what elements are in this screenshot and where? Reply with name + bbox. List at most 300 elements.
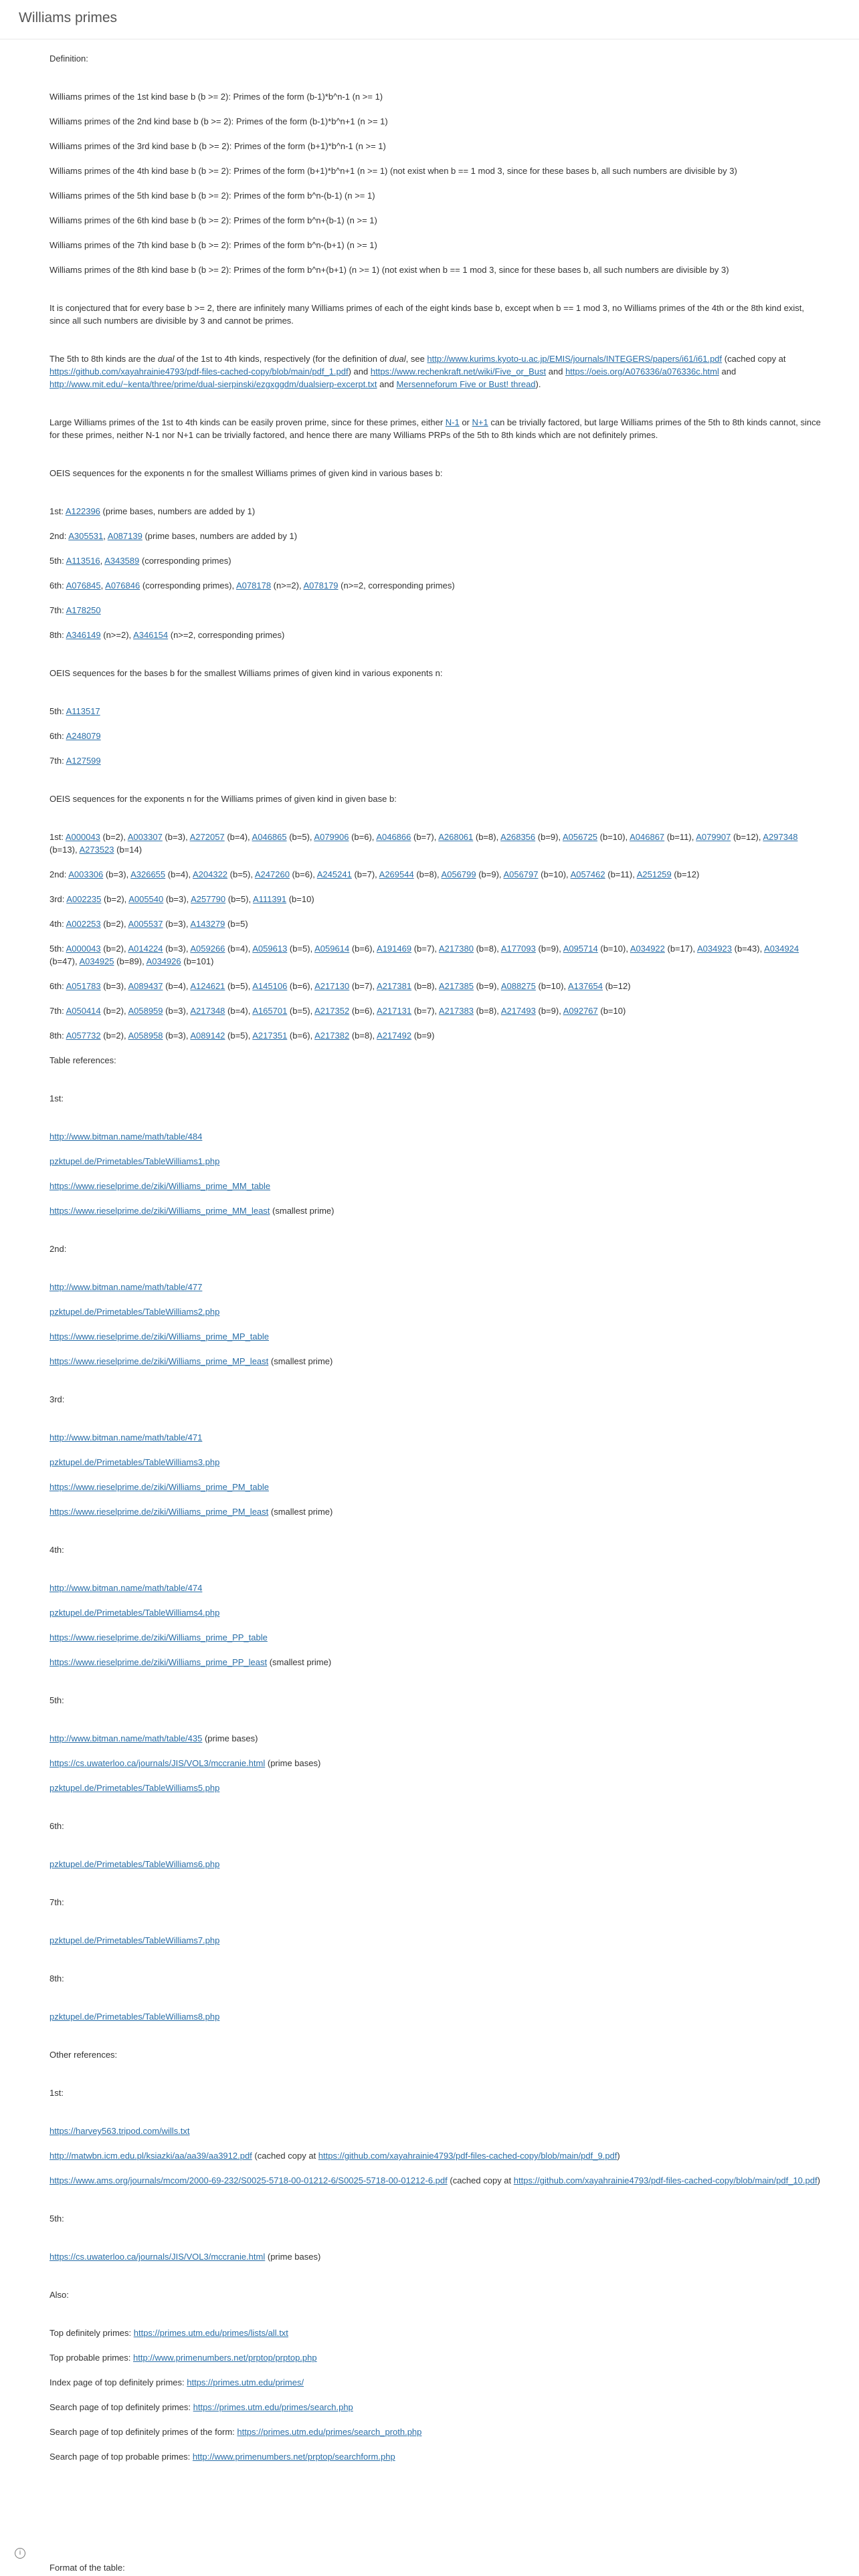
text: (b=8),: [349, 1031, 377, 1041]
other-refs-groups: [50, 2086, 826, 2288]
reference-link[interactable]: pzktupel.de/Primetables/TableWilliams7.php: [50, 1935, 220, 1945]
reference-link[interactable]: A034924: [764, 944, 799, 954]
list-item: [50, 2450, 826, 2463]
text: (b=17),: [664, 944, 697, 954]
reference-link[interactable]: http://www.bitman.name/math/table/471: [50, 1432, 203, 1442]
list-item: [50, 2149, 826, 2162]
text: ) and: [348, 366, 371, 377]
reference-link[interactable]: A257790: [191, 894, 226, 904]
text: 7th:: [50, 605, 66, 615]
reference-link[interactable]: A056725: [562, 832, 598, 842]
group-title: 3rd:: [50, 1394, 65, 1404]
dual-paragraph: [50, 352, 826, 391]
reference-link[interactable]: A092767: [563, 1006, 598, 1016]
text: ): [617, 2151, 620, 2161]
text: 5th:: [50, 706, 66, 716]
text: (b=9),: [535, 1006, 563, 1016]
reference-link[interactable]: https://primes.utm.edu/primes/search.php: [193, 2402, 353, 2412]
text: (n>=2),: [100, 630, 134, 640]
reference-link[interactable]: A217131: [377, 1006, 412, 1016]
text: (b=5),: [225, 894, 253, 904]
reference-link[interactable]: A046866: [376, 832, 411, 842]
list-item: [50, 754, 826, 767]
reference-link[interactable]: A005540: [128, 894, 164, 904]
reference-link[interactable]: A034923: [696, 944, 733, 954]
text: and: [546, 366, 566, 377]
text: (b=6),: [289, 869, 317, 879]
reference-link[interactable]: pzktupel.de/Primetables/TableWilliams8.php: [50, 2012, 220, 2022]
text: (corresponding primes),: [140, 580, 236, 591]
list-item: [50, 1155, 826, 1168]
reference-link[interactable]: A165701: [252, 1006, 288, 1016]
text: (b=6),: [287, 981, 315, 991]
cached-copy-link[interactable]: https://github.com/xayahrainie4793/pdf-files-cached-copy/blob/main/pdf_1.pdf: [50, 366, 349, 377]
text: 6th:: [50, 731, 66, 741]
table-refs-groups: [50, 1092, 826, 2048]
reference-link[interactable]: A247260: [254, 869, 290, 879]
reference-link[interactable]: A079906: [314, 832, 349, 842]
reference-link[interactable]: A058959: [128, 1006, 163, 1016]
text: (b=7),: [351, 869, 379, 879]
list-item: [50, 505, 826, 518]
text: (prime bases): [265, 1758, 321, 1768]
reference-link[interactable]: https://www.rieselprime.de/ziki/Williams_prime_MM_table: [50, 1181, 271, 1191]
group-title: 6th:: [50, 1821, 64, 1831]
reference-link[interactable]: A076845: [66, 580, 101, 591]
reference-link[interactable]: https://www.rieselprime.de/ziki/Williams_prime_MP_table: [50, 1331, 269, 1341]
list-item: [50, 2426, 826, 2438]
list-item: [50, 2351, 826, 2364]
text: (b=8),: [473, 832, 501, 842]
reference-link[interactable]: pzktupel.de/Primetables/TableWilliams3.php: [50, 1457, 220, 1467]
text: (cached copy at: [722, 354, 786, 364]
text: 4th:: [50, 919, 66, 929]
text: (b=10): [597, 1006, 626, 1016]
reference-link[interactable]: A204322: [192, 869, 228, 879]
reference-link[interactable]: https://primes.utm.edu/primes/: [187, 2377, 304, 2387]
text: (b=4),: [225, 944, 253, 954]
text: ,: [100, 580, 106, 591]
reference-link[interactable]: https://www.rieselprime.de/ziki/Williams_prime_PM_least: [50, 1507, 269, 1517]
text: 6th:: [50, 580, 66, 591]
list-item: [50, 1631, 826, 1644]
text: (prime bases, numbers are added by 1): [100, 506, 256, 516]
group-title: 7th:: [50, 1897, 64, 1907]
list-item: [50, 1757, 826, 1769]
reference-link[interactable]: A034925: [79, 956, 114, 966]
reference-link[interactable]: A178250: [66, 605, 101, 615]
text: (b=5),: [286, 832, 314, 842]
reference-link[interactable]: A079907: [696, 832, 731, 842]
text: (b=10),: [538, 869, 571, 879]
text: (b=6),: [349, 944, 377, 954]
text: (b=3),: [163, 1006, 191, 1016]
text: (b=7),: [349, 981, 377, 991]
text: (prime bases): [202, 1733, 258, 1743]
definition-heading: Definition:: [50, 53, 88, 64]
list-item: [50, 1204, 826, 1217]
reference-link[interactable]: A245241: [316, 869, 352, 879]
list-item: [50, 2401, 826, 2413]
reference-link[interactable]: pzktupel.de/Primetables/TableWilliams1.php: [50, 1156, 220, 1166]
reference-link[interactable]: A273523: [79, 845, 114, 855]
text: (b=8),: [473, 1006, 501, 1016]
definition-line: Williams primes of the 5th kind base b (b >= 2): Primes of the form b^n-(b-1) (n >= 1): [50, 191, 375, 201]
text: 5th:: [50, 556, 66, 566]
reference-link[interactable]: A251259: [636, 869, 672, 879]
list-item: [50, 2125, 826, 2137]
text: (b=3),: [103, 869, 131, 879]
reference-link[interactable]: https://www.rieselprime.de/ziki/Williams_prime_PM_table: [50, 1482, 269, 1492]
reference-link[interactable]: A326655: [130, 869, 166, 879]
text: 7th:: [50, 756, 66, 766]
text: (b=10),: [535, 981, 568, 991]
text: 3rd:: [50, 894, 67, 904]
list-item: [50, 1004, 826, 1017]
text: 2nd:: [50, 531, 69, 541]
text: (cached copy at: [447, 2175, 514, 2185]
reference-link[interactable]: A003307: [127, 832, 163, 842]
list-item: [50, 1355, 826, 1368]
text: (b=10): [286, 894, 314, 904]
list-item: [50, 942, 826, 968]
definition-line: Williams primes of the 6th kind base b (b >= 2): Primes of the form b^n+(b-1) (n >= 1): [50, 215, 377, 225]
text: (b=8),: [411, 981, 439, 991]
definition-line: Williams primes of the 7th kind base b (b >= 2): Primes of the form b^n-(b+1) (n >= 1): [50, 240, 377, 250]
text: ,: [103, 531, 108, 541]
text: (smallest prime): [268, 1356, 333, 1366]
text: (b=7),: [411, 944, 439, 954]
reference-link[interactable]: A002235: [66, 894, 102, 904]
text: (b=3),: [163, 919, 191, 929]
reference-link[interactable]: A088275: [500, 981, 536, 991]
reference-link[interactable]: A051783: [66, 981, 101, 991]
reference-link[interactable]: A046867: [630, 832, 665, 842]
reference-link[interactable]: A143279: [190, 919, 225, 929]
text: (b=13),: [50, 845, 80, 855]
text: (n>=2, corresponding primes): [338, 580, 455, 591]
text: 8th:: [50, 1031, 66, 1041]
reference-link[interactable]: http://www.primenumbers.net/prptop/searchform.php: [192, 2452, 395, 2462]
group-title: 8th:: [50, 1973, 64, 1983]
text: (smallest prime): [268, 1507, 333, 1517]
reference-link[interactable]: A268061: [438, 832, 474, 842]
text: 2nd:: [50, 869, 69, 879]
text: (n>=2, corresponding primes): [168, 630, 285, 640]
list-item: [50, 705, 826, 718]
reference-link[interactable]: A089142: [190, 1031, 225, 1041]
text: (b=9),: [535, 944, 563, 954]
reference-link[interactable]: A111391: [252, 894, 287, 904]
reference-link[interactable]: A000043: [65, 832, 100, 842]
reference-link[interactable]: A217493: [500, 1006, 536, 1016]
list-item: [50, 1606, 826, 1619]
reference-link[interactable]: A177093: [500, 944, 536, 954]
list-item: [50, 1732, 826, 1745]
reference-link[interactable]: A014224: [128, 944, 163, 954]
reference-link[interactable]: A217351: [252, 1031, 288, 1041]
list-item: [50, 1130, 826, 1143]
reference-link[interactable]: A050414: [66, 1006, 101, 1016]
reference-link[interactable]: A217130: [314, 981, 350, 991]
reference-link[interactable]: http://www.bitman.name/math/table/484: [50, 1132, 203, 1142]
text: (b=9),: [535, 832, 563, 842]
text: (b=2),: [100, 1006, 128, 1016]
n-plus-1-link[interactable]: N+1: [472, 417, 488, 427]
reference-link[interactable]: A248079: [66, 731, 101, 741]
mit-link[interactable]: http://www.mit.edu/~kenta/three/prime/dual-sierpinski/ezgxggdm/dualsierp-excerpt.txt: [50, 379, 377, 389]
list-item: [50, 2174, 826, 2187]
reference-link[interactable]: A076846: [105, 580, 140, 591]
text: or: [459, 417, 472, 427]
oeis-exponents-list: [50, 505, 826, 641]
text: (b=6),: [349, 832, 377, 842]
text: Top definitely primes:: [50, 2328, 134, 2338]
reference-link[interactable]: https://github.com/xayahrainie4793/pdf-files-cached-copy/blob/main/pdf_10.pdf: [513, 2175, 818, 2185]
text: The 5th to 8th kinds are the: [50, 354, 158, 364]
reference-link[interactable]: A000043: [66, 944, 101, 954]
list-item: [50, 1858, 826, 1870]
reference-link[interactable]: A003306: [68, 869, 104, 879]
text: (b=5),: [287, 1006, 315, 1016]
info-icon[interactable]: i: [15, 2548, 25, 2559]
reference-link[interactable]: A346154: [133, 630, 169, 640]
reference-link[interactable]: A113516: [66, 556, 100, 566]
text: (b=2),: [100, 919, 128, 929]
reference-link[interactable]: A217385: [438, 981, 474, 991]
reference-link[interactable]: pzktupel.de/Primetables/TableWilliams2.php: [50, 1307, 220, 1317]
reference-link[interactable]: A191469: [377, 944, 412, 954]
reference-link[interactable]: https://www.rieselprime.de/ziki/Williams_prime_MP_least: [50, 1356, 269, 1366]
text: (b=2),: [101, 894, 129, 904]
list-item: [50, 1481, 826, 1493]
list-item: [50, 980, 826, 992]
reference-link[interactable]: A145106: [252, 981, 288, 991]
reference-link[interactable]: A057732: [66, 1031, 101, 1041]
group-title: 1st:: [50, 2088, 64, 2098]
reference-link[interactable]: A059614: [314, 944, 350, 954]
reference-link[interactable]: A343589: [104, 556, 140, 566]
emphasis: dual: [157, 354, 175, 364]
text: (b=5),: [227, 869, 255, 879]
reference-link[interactable]: A305531: [68, 531, 104, 541]
text: 8th:: [50, 630, 66, 640]
text: (b=6),: [287, 1031, 315, 1041]
reference-link[interactable]: A046865: [252, 832, 287, 842]
reference-link[interactable]: https://primes.utm.edu/primes/lists/all.txt: [133, 2328, 288, 2338]
reference-link[interactable]: http://www.bitman.name/math/table/474: [50, 1583, 203, 1593]
reference-link[interactable]: https://www.rieselprime.de/ziki/Williams_prime_MM_least: [50, 1206, 270, 1216]
text: (b=5),: [225, 981, 253, 991]
reference-link[interactable]: A297348: [763, 832, 798, 842]
definition-line: Williams primes of the 3rd kind base b (b >= 2): Primes of the form (b+1)*b^n-1 (n >= 1): [50, 141, 386, 151]
text: (b=43),: [732, 944, 765, 954]
reference-link[interactable]: A217382: [314, 1031, 350, 1041]
reference-link[interactable]: A124621: [190, 981, 225, 991]
text: (b=3),: [163, 944, 191, 954]
oeis-link[interactable]: https://oeis.org/A076336/a076336c.html: [565, 366, 719, 377]
reference-link[interactable]: http://www.bitman.name/math/table/477: [50, 1282, 203, 1292]
group-title: 2nd:: [50, 1244, 67, 1254]
list-item: [50, 1431, 826, 1444]
reference-link[interactable]: A269544: [379, 869, 414, 879]
list-item: [50, 1305, 826, 1318]
reference-link[interactable]: A078178: [236, 580, 272, 591]
also-list: [50, 2327, 826, 2463]
reference-link[interactable]: A217348: [190, 1006, 225, 1016]
list-item: [50, 629, 826, 641]
list-item: [50, 1656, 826, 1669]
text: (b=3),: [162, 832, 190, 842]
reference-link[interactable]: A217352: [314, 1006, 350, 1016]
text: (b=89),: [114, 956, 147, 966]
reference-link[interactable]: A034926: [146, 956, 181, 966]
list-item: [50, 868, 826, 881]
reference-link[interactable]: A137654: [567, 981, 603, 991]
reference-link[interactable]: A089437: [128, 981, 163, 991]
text: (b=2),: [100, 832, 128, 842]
reference-link[interactable]: A087139: [107, 531, 142, 541]
text: (cached copy at: [252, 2151, 318, 2161]
reference-link[interactable]: https://cs.uwaterloo.ca/journals/JIS/VOL3/mccranie.html: [50, 2252, 266, 2262]
reference-link[interactable]: A217383: [438, 1006, 474, 1016]
text: (corresponding primes): [139, 556, 231, 566]
text: (b=5),: [225, 1031, 253, 1041]
list-item: [50, 1330, 826, 1343]
text: (b=12): [603, 981, 631, 991]
text: of the 1st to 4th kinds, respectively (for the definition of: [174, 354, 390, 364]
reference-link[interactable]: https://www.rieselprime.de/ziki/Williams_prime_PP_least: [50, 1657, 268, 1667]
list-item: [50, 1180, 826, 1192]
list-item: [50, 831, 826, 856]
oeis-exponents-heading: OEIS sequences for the exponents n for the smallest Williams primes of given kind in various bases b:: [50, 468, 443, 478]
reference-link[interactable]: https://harvey563.tripod.com/wills.txt: [50, 2126, 190, 2136]
text: (b=47),: [50, 956, 80, 966]
reference-link[interactable]: http://www.primenumbers.net/prptop/prptop.php: [133, 2353, 317, 2363]
reference-link[interactable]: A217380: [438, 944, 474, 954]
text: Search page of top probable primes:: [50, 2452, 193, 2462]
oeis-given-base-heading: OEIS sequences for the exponents n for the Williams primes of given kind in given base b:: [50, 794, 397, 804]
text: (prime bases, numbers are added by 1): [142, 531, 298, 541]
reference-link[interactable]: A005537: [128, 919, 163, 929]
reference-link[interactable]: pzktupel.de/Primetables/TableWilliams4.php: [50, 1608, 220, 1618]
page-content: [50, 52, 826, 2488]
text: (b=6),: [349, 1006, 377, 1016]
conjecture-paragraph: It is conjectured that for every base b >= 2, there are infinitely many Williams primes of each of the eight kinds base b, except when b == 1 mod 3, no Williams primes of the 4th or the 8th kind exist, since all such numbers are divisible by 3 and cannot be primes.: [50, 303, 804, 326]
top-bar: [0, 0, 859, 39]
reference-link[interactable]: A056799: [441, 869, 476, 879]
reference-link[interactable]: A268356: [500, 832, 536, 842]
group-title: 4th:: [50, 1545, 64, 1555]
text: (b=4),: [163, 981, 191, 991]
reference-link[interactable]: A056797: [503, 869, 539, 879]
text: (b=11),: [605, 869, 637, 879]
text: ).: [535, 379, 541, 389]
text: (b=2),: [100, 1031, 128, 1041]
reference-link[interactable]: A058958: [128, 1031, 163, 1041]
text: (prime bases): [265, 2252, 321, 2262]
format-heading: Format of the table:: [50, 2563, 125, 2573]
oeis-given-base-list: [50, 831, 826, 1042]
list-item: [50, 1029, 826, 1042]
reference-link[interactable]: A113517: [66, 706, 100, 716]
reference-link[interactable]: A217381: [377, 981, 412, 991]
text: (b=4),: [225, 1006, 253, 1016]
list-item: [50, 1582, 826, 1594]
text: (smallest prime): [267, 1657, 332, 1667]
also-heading: Also:: [50, 2290, 69, 2300]
reference-link[interactable]: http://www.bitman.name/math/table/435: [50, 1733, 203, 1743]
list-item: [50, 1456, 826, 1469]
text: Top probable primes:: [50, 2353, 134, 2363]
reference-link[interactable]: A078179: [303, 580, 339, 591]
text: (b=3),: [163, 1031, 191, 1041]
oeis-bases-list: [50, 705, 826, 767]
other-refs-heading: Other references:: [50, 2050, 118, 2060]
definition-line: Williams primes of the 1st kind base b (b >= 2): Primes of the form (b-1)*b^n-1 (n >= 1): [50, 92, 383, 102]
reference-link[interactable]: A034922: [630, 944, 665, 954]
group-title: 5th:: [50, 1695, 64, 1705]
list-item: [50, 604, 826, 617]
reference-link[interactable]: A057462: [570, 869, 605, 879]
integers-paper-link[interactable]: http://www.kurims.kyoto-u.ac.jp/EMIS/journals/INTEGERS/papers/i61/i61.pdf: [427, 354, 723, 364]
mersenneforum-link[interactable]: Mersenneforum Five or Bust! thread: [396, 379, 536, 389]
text: (b=2),: [100, 944, 128, 954]
text: (b=14): [114, 845, 142, 855]
list-item: [50, 730, 826, 742]
text: ,: [100, 556, 105, 566]
reference-link[interactable]: A346149: [66, 630, 101, 640]
reference-link[interactable]: https://github.com/xayahrainie4793/pdf-files-cached-copy/blob/main/pdf_9.pdf: [318, 2151, 617, 2161]
site-title[interactable]: Williams primes: [19, 10, 117, 25]
reference-link[interactable]: A122396: [65, 506, 100, 516]
reference-link[interactable]: A095714: [563, 944, 598, 954]
text: , see: [405, 354, 427, 364]
text: 5th:: [50, 944, 66, 954]
text: (b=12),: [731, 832, 763, 842]
text: Search page of top definitely primes:: [50, 2402, 193, 2412]
group-title: 5th:: [50, 2214, 64, 2224]
table-refs-heading: Table references:: [50, 1055, 116, 1065]
text: 1st:: [50, 832, 66, 842]
text: Search page of top definitely primes of the form:: [50, 2427, 237, 2437]
rechenkraft-link[interactable]: https://www.rechenkraft.net/wiki/Five_or_Bust: [370, 366, 547, 377]
emphasis: dual: [389, 354, 406, 364]
text: (b=4),: [224, 832, 252, 842]
reference-link[interactable]: pzktupel.de/Primetables/TableWilliams5.php: [50, 1783, 220, 1793]
oeis-bases-heading: OEIS sequences for the bases b for the smallest Williams primes of given kind in various exponents n:: [50, 668, 443, 678]
reference-link[interactable]: pzktupel.de/Primetables/TableWilliams6.php: [50, 1859, 220, 1869]
reference-link[interactable]: A059266: [190, 944, 225, 954]
reference-link[interactable]: A002253: [66, 919, 101, 929]
text: can be trivially factored, but large Williams primes of the 5th to 8th kinds cannot, since for these primes, neither N-1 nor N+1 can be trivially factored, and hence there are many Williams PRPs of the 5th to 8th kinds which are not definitely primes.: [50, 417, 821, 440]
reference-link[interactable]: https://primes.utm.edu/primes/search_proth.php: [237, 2427, 422, 2437]
reference-link[interactable]: https://cs.uwaterloo.ca/journals/JIS/VOL3/mccranie.html: [50, 1758, 266, 1768]
list-item: [50, 2327, 826, 2339]
reference-link[interactable]: https://www.ams.org/journals/mcom/2000-69-232/S0025-5718-00-01212-6/S0025-5718-00-01212-6.pdf: [50, 2175, 448, 2185]
text: (b=101): [181, 956, 214, 966]
list-item: [50, 918, 826, 930]
reference-link[interactable]: A217492: [377, 1031, 412, 1041]
reference-link[interactable]: A272057: [189, 832, 225, 842]
text: 6th:: [50, 981, 66, 991]
reference-link[interactable]: http://matwbn.icm.edu.pl/ksiazki/aa/aa39/aa3912.pdf: [50, 2151, 252, 2161]
reference-link[interactable]: https://www.rieselprime.de/ziki/Williams_prime_PP_table: [50, 1632, 268, 1642]
reference-link[interactable]: A059613: [252, 944, 288, 954]
reference-link[interactable]: A127599: [66, 756, 101, 766]
list-item: [50, 2250, 826, 2263]
n-minus-1-link[interactable]: N-1: [445, 417, 460, 427]
